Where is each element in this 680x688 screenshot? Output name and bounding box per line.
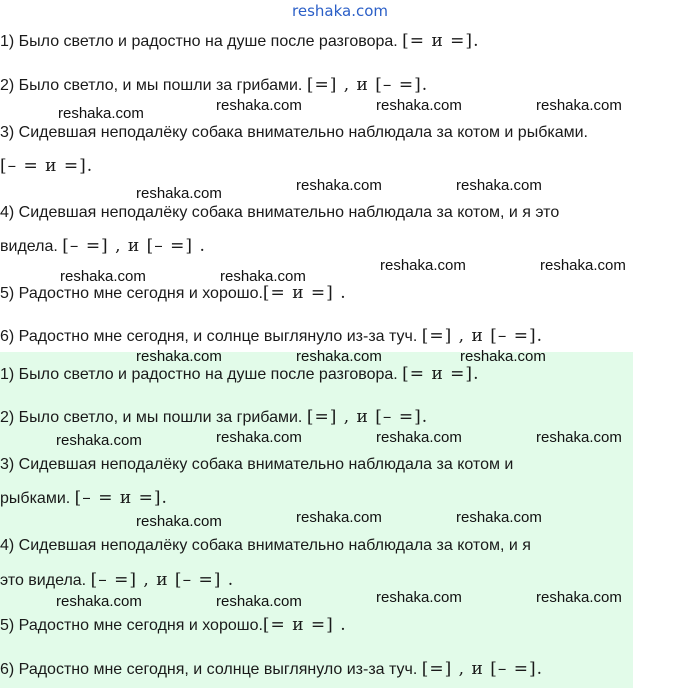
sentence-text: 6) Радостно мне сегодня, и солнце выглянуло из-за туч. xyxy=(0,661,418,678)
sentence-scheme: [= и =]. xyxy=(402,31,480,51)
sentence-scheme: [=] , и [– =]. xyxy=(306,407,429,427)
sentence-line xyxy=(0,570,234,591)
sentence-scheme: [= и =]. xyxy=(402,364,480,384)
watermark: reshaka.com xyxy=(456,509,542,526)
watermark: reshaka.com xyxy=(136,348,222,365)
watermark: reshaka.com xyxy=(456,177,542,194)
sentence-text: рыбками. xyxy=(0,490,71,507)
watermark: reshaka.com xyxy=(296,509,382,526)
sentence-scheme: [– = и =]. xyxy=(74,488,168,508)
sentence-line xyxy=(0,364,479,385)
sentence-line xyxy=(0,407,428,428)
sentence-line xyxy=(0,454,513,475)
watermark: reshaka.com xyxy=(136,513,222,530)
watermark: reshaka.com xyxy=(536,429,622,446)
watermark: reshaka.com xyxy=(460,348,546,365)
sentence-scheme: [=] , и [– =]. xyxy=(421,326,544,346)
watermark: reshaka.com xyxy=(296,177,382,194)
sentence-line xyxy=(0,659,543,680)
sentence-line xyxy=(0,535,531,556)
watermark: reshaka.com xyxy=(376,429,462,446)
sentence-scheme: [= и =] . xyxy=(262,283,347,303)
watermark: reshaka.com xyxy=(216,593,302,610)
sentence-line xyxy=(0,615,347,636)
sentence-text: видела. xyxy=(0,238,58,255)
sentence-line xyxy=(0,488,168,509)
sentence-text: 4) Сидевшая неподалёку собака внимательно наблюдала за котом, и я это xyxy=(0,204,560,221)
sentence-text: 5) Радостно мне сегодня и хорошо. xyxy=(0,285,263,302)
sentence-line xyxy=(0,326,543,347)
watermark: reshaka.com xyxy=(136,185,222,202)
sentence-scheme: [=] , и [– =]. xyxy=(306,75,429,95)
sentence-text: это видела. xyxy=(0,572,87,589)
watermark: reshaka.com xyxy=(380,257,466,274)
watermark: reshaka.com xyxy=(60,268,146,285)
sentence-text: 5) Радостно мне сегодня и хорошо. xyxy=(0,617,263,634)
sentence-line xyxy=(0,236,206,257)
sentence-line xyxy=(0,202,559,223)
site-header[interactable]: reshaka.com xyxy=(292,2,388,20)
watermark: reshaka.com xyxy=(376,589,462,606)
watermark: reshaka.com xyxy=(56,432,142,449)
sentence-scheme: [– = и =]. xyxy=(0,156,94,176)
sentence-text: 2) Было светло, и мы пошли за грибами. xyxy=(0,409,303,426)
sentence-text: 1) Было светло и радостно на душе после разговора. xyxy=(0,366,398,383)
sentence-text: 3) Сидевшая неподалёку собака внимательно наблюдала за котом и xyxy=(0,456,514,473)
sentence-line xyxy=(0,122,588,143)
watermark: reshaka.com xyxy=(216,97,302,114)
watermark: reshaka.com xyxy=(540,257,626,274)
sentence-scheme: [– =] , и [– =] . xyxy=(90,570,235,590)
watermark: reshaka.com xyxy=(220,268,306,285)
sentence-line xyxy=(0,75,428,96)
sentence-scheme: [– =] , и [– =] . xyxy=(62,236,206,256)
sentence-scheme: [=] , и [– =]. xyxy=(421,659,544,679)
watermark: reshaka.com xyxy=(216,429,302,446)
sentence-text: 3) Сидевшая неподалёку собака внимательно наблюдала за котом и рыбками. xyxy=(0,124,588,141)
watermark: reshaka.com xyxy=(296,348,382,365)
sentence-scheme: [= и =] . xyxy=(262,615,347,635)
watermark: reshaka.com xyxy=(58,105,144,122)
watermark: reshaka.com xyxy=(376,97,462,114)
watermark: reshaka.com xyxy=(56,593,142,610)
sentence-line xyxy=(0,31,479,52)
watermark: reshaka.com xyxy=(536,589,622,606)
sentence-line xyxy=(0,156,93,177)
sentence-text: 2) Было светло, и мы пошли за грибами. xyxy=(0,77,303,94)
sentence-text: 6) Радостно мне сегодня, и солнце выглянуло из-за туч. xyxy=(0,328,418,345)
sentence-text: 4) Сидевшая неподалёку собака внимательно наблюдала за котом, и я xyxy=(0,537,531,554)
watermark: reshaka.com xyxy=(536,97,622,114)
sentence-text: 1) Было светло и радостно на душе после разговора. xyxy=(0,33,398,50)
sentence-line xyxy=(0,283,347,304)
